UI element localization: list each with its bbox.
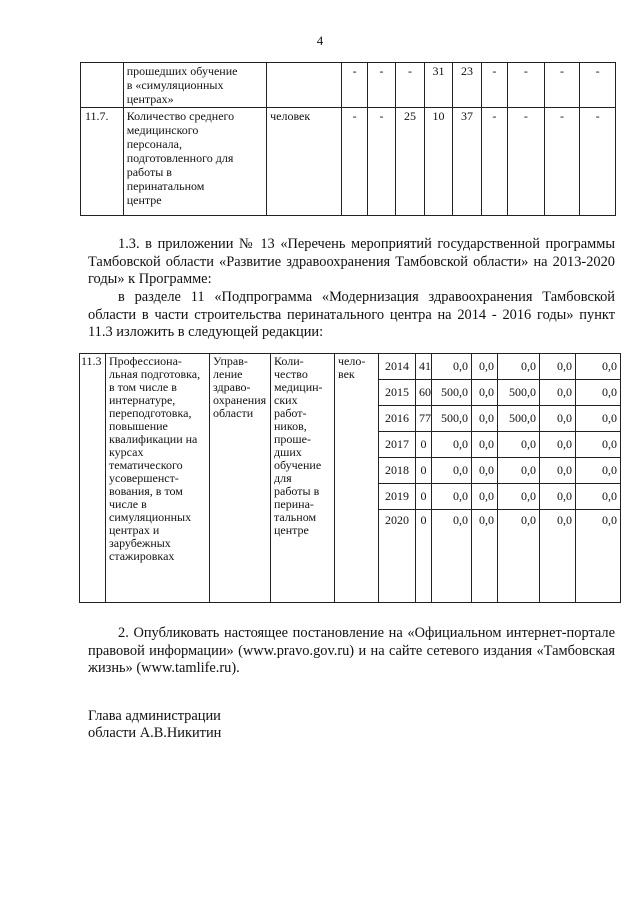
count-cell: 0: [416, 510, 432, 603]
row-unit: человек: [267, 108, 342, 216]
table-cell: -: [580, 108, 616, 216]
paragraph-1-3: 1.3. в приложении № 13 «Перечень мероприятий государственной программы Тамбовской области «Развитие здравоохранения Тамбовской области» на 2013-2020 годы» к Программе:: [88, 236, 615, 287]
count-cell: 0: [416, 432, 432, 458]
table-cell: -: [367, 108, 395, 216]
table-cell: 0,0: [540, 458, 576, 484]
responsible-org: Управ- ление здраво- охранения области: [210, 354, 271, 603]
table-cell: 0,0: [432, 354, 472, 380]
table-cell: 0,0: [540, 510, 576, 603]
table-cell: 0,0: [576, 380, 621, 406]
row-number: [81, 63, 124, 108]
table-cell: 500,0: [498, 406, 540, 432]
row-description: прошедших обучение в «симуляционных центрах»: [123, 63, 266, 108]
table-cell: -: [342, 108, 367, 216]
table-cell: 500,0: [498, 380, 540, 406]
paragraph-section-11: в разделе 11 «Подпрограмма «Модернизация здравоохранения Тамбовской области в части строительства перинатального центра на 2014 - 2016 годы» пункт 11.3 изложить в следующей редакции:: [88, 289, 615, 340]
table-cell: 500,0: [432, 406, 472, 432]
table-cell: 0,0: [472, 406, 498, 432]
count-cell: 0: [416, 458, 432, 484]
table-cell: 0,0: [432, 484, 472, 510]
table-cell: 0,0: [472, 458, 498, 484]
table-row: [81, 108, 616, 216]
table-cell: -: [481, 63, 507, 108]
year-cell: 2015: [379, 380, 416, 406]
table-cell: 0,0: [498, 354, 540, 380]
year-cell: 2018: [379, 458, 416, 484]
table-cell: 0,0: [576, 354, 621, 380]
table-cell: -: [367, 63, 395, 108]
signature-line-1: Глава администрации: [88, 708, 221, 724]
table-row: [80, 354, 621, 380]
table-cell: 0,0: [472, 510, 498, 603]
measure-description: Профессиона- льная подготовка, в том числе в интернатуре, переподготовка, повышение квалификации на курсах тематического усовершенст- вования, в том числе в симуляционных центрах и зарубежных стажировках: [106, 354, 210, 603]
count-cell: 41: [416, 354, 432, 380]
table-cell: 10: [424, 108, 452, 216]
year-cell: 2020: [379, 510, 416, 603]
table-cell: -: [580, 63, 616, 108]
table-cell: 37: [453, 108, 481, 216]
count-cell: 0: [416, 484, 432, 510]
table-cell: 0,0: [498, 484, 540, 510]
table-cell: 31: [424, 63, 452, 108]
table-cell: 0,0: [472, 354, 498, 380]
paragraph-2: 2. Опубликовать настоящее постановление на «Официальном интернет-портале правовой информации» (www.pravo.gov.ru) и на сайте сетевого издания «Тамбовская жизнь» (www.tamlife.ru).: [88, 625, 615, 676]
table-cell: -: [342, 63, 367, 108]
row-description: Количество среднего медицинского персонала, подготовленного для работы в перинатальном центре: [123, 108, 266, 216]
table-cell: 25: [396, 108, 424, 216]
table-cell: -: [396, 63, 424, 108]
table-cell: 0,0: [498, 432, 540, 458]
indicator-name: Коли- чество медицин- ских работ- ников, проше- дших обучение для работы в перина- тальном центре: [271, 354, 335, 603]
year-cell: 2014: [379, 354, 416, 380]
table-cell: 0,0: [498, 510, 540, 603]
table-cell: 23: [453, 63, 481, 108]
table-row: [81, 63, 616, 108]
table-cell: 500,0: [432, 380, 472, 406]
table-cell: -: [508, 63, 545, 108]
table-cell: 0,0: [576, 484, 621, 510]
table-cell: 0,0: [432, 432, 472, 458]
table-cell: 0,0: [472, 432, 498, 458]
year-cell: 2017: [379, 432, 416, 458]
signature-line-2: области А.В.Никитин: [88, 725, 222, 741]
count-cell: 60: [416, 380, 432, 406]
table-cell: -: [544, 108, 580, 216]
measures-table: [79, 353, 621, 603]
table-cell: 0,0: [540, 406, 576, 432]
table-cell: 0,0: [472, 380, 498, 406]
table-cell: 0,0: [540, 432, 576, 458]
year-cell: 2019: [379, 484, 416, 510]
indicators-table-top: [80, 62, 616, 216]
count-cell: 77: [416, 406, 432, 432]
table-cell: -: [508, 108, 545, 216]
table-cell: -: [481, 108, 507, 216]
table-cell: 0,0: [432, 458, 472, 484]
year-cell: 2016: [379, 406, 416, 432]
page-number: 4: [316, 33, 324, 48]
table-cell: 0,0: [472, 484, 498, 510]
row-number: 11.7.: [81, 108, 124, 216]
table-cell: 0,0: [540, 354, 576, 380]
row-number: 11.3: [80, 354, 106, 603]
table-cell: 0,0: [540, 484, 576, 510]
table-cell: 0,0: [576, 510, 621, 603]
table-cell: 0,0: [576, 432, 621, 458]
unit: чело- век: [335, 354, 379, 603]
table-cell: 0,0: [498, 458, 540, 484]
table-cell: 0,0: [540, 380, 576, 406]
row-unit: [267, 63, 342, 108]
table-cell: 0,0: [576, 406, 621, 432]
table-cell: -: [544, 63, 580, 108]
table-cell: 0,0: [576, 458, 621, 484]
table-cell: 0,0: [432, 510, 472, 603]
